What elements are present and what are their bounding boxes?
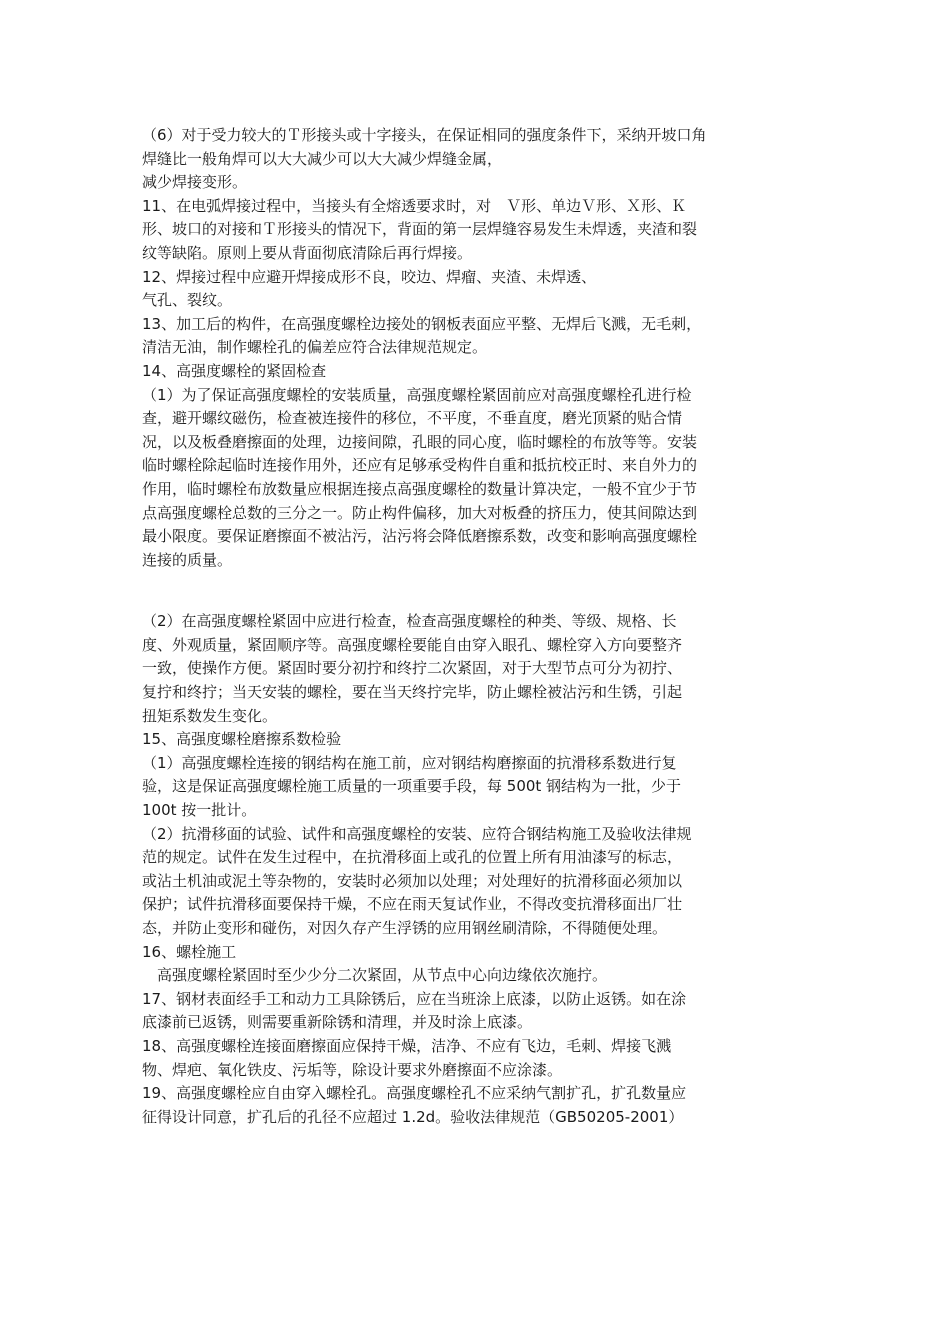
text-line: 最小限度。要保证磨擦面不被沾污，沾污将会降低磨擦系数，改变和影响高强度螺栓 <box>142 527 698 546</box>
text-line: 度、外观质量，紧固顺序等。高强度螺栓要能自由穿入眼孔、螺栓穿入方向要整齐 <box>142 635 683 654</box>
paragraph-gap <box>142 572 782 610</box>
text-line: 高强度螺栓紧固时至少少分二次紧固，从节点中心向边缘依次施拧。 <box>142 966 608 985</box>
text-line: 作用，临时螺栓布放数量应根据连接点高强度螺栓的数量计算决定，一般不宜少于节 <box>142 479 698 498</box>
text-line: 态，并防止变形和碰伤，对因久存产生浮锈的应用钢丝刷清除，不得随便处理。 <box>142 919 668 937</box>
text-line: 验，这是保证高强度螺栓施工质量的一项重要手段，每 500t 钢结构为一批，少于 <box>142 777 682 796</box>
text-line: 纹等缺陷。原则上要从背面彻底清除后再行焊接。 <box>142 243 473 262</box>
text-line: （2）在高强度螺栓紧固中应进行检查，检查高强度螺栓的种类、等级、规格、长 <box>142 612 677 631</box>
text-line: 17、钢材表面经手工和动力工具除锈后，应在当班涂上底漆，以防止返锈。如在涂 <box>142 989 687 1008</box>
text-line: 扭矩系数发生变化。 <box>142 706 278 725</box>
document-body <box>142 124 782 1129</box>
text-line: （6）对于受力较大的Ｔ形接头或十字接头，在保证相同的强度条件下，采纳开坡口角 <box>142 126 707 144</box>
text-block-2 <box>142 610 782 1129</box>
text-line: 底漆前已返锈，则需要重新除锈和清理，并及时涂上底漆。 <box>142 1013 533 1032</box>
text-line: 物、焊疤、氧化铁皮、污垢等，除设计要求外磨擦面不应涂漆。 <box>142 1060 563 1079</box>
text-block-1 <box>142 124 782 572</box>
text-line: （2）抗滑移面的试验、试件和高强度螺栓的安装、应符合钢结构施工及验收法律规 <box>142 824 692 843</box>
text-line: 18、高强度螺栓连接面磨擦面应保持干燥，洁净、不应有飞边，毛刺、焊接飞溅 <box>142 1036 672 1055</box>
text-line: 况，以及板叠磨擦面的处理，边接间隙，孔眼的同心度，临时螺栓的布放等等。安装 <box>142 432 698 451</box>
text-line: 查，避开螺纹磁伤，检查被连接件的移位，不平度，不垂直度，磨光顶紧的贴合情 <box>142 409 683 428</box>
text-line: 气孔、裂纹。 <box>142 291 233 310</box>
text-line: 14、高强度螺栓的紧固检查 <box>142 361 327 380</box>
text-line: 征得设计同意，扩孔后的孔径不应超过 1.2d。验收法律规范（GB50205-2001） <box>142 1107 684 1126</box>
text-line: （1）高强度螺栓连接的钢结构在施工前，应对钢结构磨擦面的抗滑移系数进行复 <box>142 753 677 772</box>
text-line: 12、焊接过程中应避开焊接成形不良，咬边、焊瘤、夹渣、未焊透、 <box>142 267 597 286</box>
text-line: 15、高强度螺栓磨擦系数检验 <box>142 730 342 749</box>
text-line: 清洁无油，制作螺栓孔的偏差应符合法律规范规定。 <box>142 338 488 357</box>
text-line: 范的规定。试件在发生过程中，在抗滑移面上或孔的位置上所有用油漆写的标志， <box>142 848 683 867</box>
text-line: 一致，使操作方便。紧固时要分初拧和终拧二次紧固，对于大型节点可分为初拧、 <box>142 659 683 678</box>
text-line: 复拧和终拧；当天安装的螺栓，要在当天终拧完毕，防止螺栓被沾污和生锈，引起 <box>142 683 683 702</box>
text-line: 焊缝比一般角焊可以大大减少可以大大减少焊缝金属， <box>142 149 503 168</box>
text-line: 连接的质量。 <box>142 550 233 569</box>
text-line: 13、加工后的构件，在高强度螺栓边接处的钢板表面应平整、无焊后飞溅，无毛刺， <box>142 314 702 333</box>
text-line: 形、坡口的对接和Ｔ形接头的情况下，背面的第一层焊缝容易发生未焊透，夹渣和裂 <box>142 220 698 239</box>
text-line: 16、螺栓施工 <box>142 942 237 961</box>
text-line: 或沾土机油或泥土等杂物的，安装时必须加以处理；对处理好的抗滑移面必须加以 <box>142 871 683 890</box>
text-line: 临时螺栓除起临时连接作用外，还应有足够承受构件自重和抵抗校正时、来自外力的 <box>142 456 698 475</box>
text-line: 保护；试件抗滑移面要保持干燥，不应在雨天复试作业，不得改变抗滑移面出厂壮 <box>142 895 683 914</box>
text-line: 100t 按一批计。 <box>142 801 257 820</box>
text-line: 11、在电弧焊接过程中，当接头有全熔透要求时，对 Ｖ形、单边Ｖ形、Ｘ形、Ｋ <box>142 196 687 215</box>
text-line: （1）为了保证高强度螺栓的安装质量，高强度螺栓紧固前应对高强度螺栓孔进行检 <box>142 385 692 404</box>
text-line: 点高强度螺栓总数的三分之一。防止构件偏移，加大对板叠的挤压力，使其间隙达到 <box>142 503 698 522</box>
text-line: 19、高强度螺栓应自由穿入螺栓孔。高强度螺栓孔不应采纳气割扩孔，扩孔数量应 <box>142 1084 687 1103</box>
text-line: 减少焊接变形。 <box>142 173 248 192</box>
